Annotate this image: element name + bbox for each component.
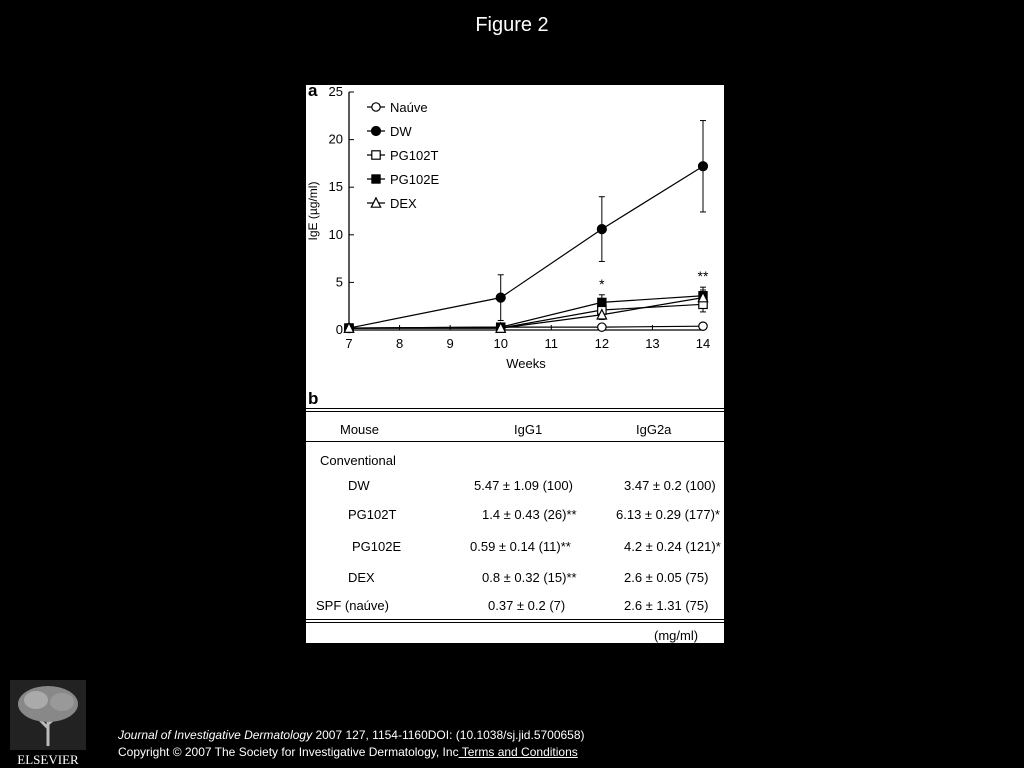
row-igg1: 0.8 ± 0.32 (15)** <box>482 570 577 585</box>
figure-title: Figure 2 <box>475 14 549 36</box>
row-mouse: PG102E <box>352 539 402 554</box>
x-tick-label: 13 <box>645 336 660 351</box>
copyright-line <box>118 744 585 761</box>
data-point-dw <box>597 224 606 233</box>
copyright-text: Copyright © 2007 The Society for Investigative Dermatology, Inc <box>118 745 459 759</box>
data-point-dw <box>496 293 505 302</box>
logo-tree-canopy-right <box>50 693 74 711</box>
x-tick-label: 8 <box>395 336 404 351</box>
panel-b-label: b <box>308 389 319 408</box>
row-igg1: 1.4 ± 0.43 (26)** <box>482 507 577 522</box>
significance-marker: * <box>599 275 605 292</box>
citation-details: 2007 127, 1154-1160DOI: (10.1038/sj.jid.5700658) <box>312 728 585 742</box>
row-igg2a: 2.6 ± 0.05 (75) <box>624 570 709 585</box>
x-axis-label: Weeks <box>506 356 546 371</box>
y-tick-label: 10 <box>328 226 343 242</box>
journal-name: Journal of Investigative Dermatology <box>118 728 313 742</box>
x-tick-label: 7 <box>345 336 353 351</box>
y-tick-label: 15 <box>328 179 343 195</box>
legend-marker-pg102e <box>372 175 380 183</box>
footer-citation <box>118 727 585 761</box>
row-mouse: DEX <box>348 570 375 585</box>
ige-line-chart <box>306 85 724 405</box>
elsevier-logo <box>8 680 88 766</box>
significance-marker: ** <box>697 268 709 285</box>
row-mouse: DW <box>348 478 370 493</box>
data-point-pg102e <box>598 298 606 306</box>
x-tick-label: 12 <box>594 336 610 351</box>
row-igg2a: 3.47 ± 0.2 (100) <box>624 478 716 493</box>
citation-line <box>118 727 585 744</box>
table-bottom-rule <box>306 619 724 620</box>
logo-tree-canopy-left <box>24 691 48 709</box>
data-point-na-ve <box>598 323 606 331</box>
legend-marker-dw <box>371 126 380 135</box>
y-tick-label: 25 <box>328 85 343 99</box>
panel-a-label: a <box>308 81 318 100</box>
legend-label-pg102e: PG102E <box>390 172 440 187</box>
legend-label-na-ve: Naúve <box>390 100 428 115</box>
row-igg1: 0.37 ± 0.2 (7) <box>488 598 566 613</box>
y-tick-label: 5 <box>335 274 343 290</box>
legend-marker-pg102t <box>372 151 380 159</box>
legend-label-dex: DEX <box>390 196 417 211</box>
y-axis-label: IgE (µg/ml) <box>306 181 320 241</box>
figure-panel <box>306 81 724 643</box>
column-header-igg1: IgG1 <box>514 422 543 437</box>
x-tick-label: 14 <box>695 336 711 351</box>
table-top-rule <box>306 408 724 409</box>
row-igg1: 0.59 ± 0.14 (11)** <box>470 539 571 554</box>
data-point-na-ve <box>699 322 707 330</box>
row-igg1: 5.47 ± 1.09 (100) <box>474 478 573 493</box>
column-header-mouse: Mouse <box>340 422 380 437</box>
x-tick-label: 10 <box>493 336 508 351</box>
row-mouse: PG102T <box>348 507 397 522</box>
row-igg2a: 4.2 ± 0.24 (121)* <box>624 539 721 554</box>
table-top-rule-2 <box>306 411 724 412</box>
y-tick-label: 0 <box>335 322 343 337</box>
logo-wordmark: ELSEVIER <box>17 752 79 766</box>
legend-label-pg102t: PG102T <box>390 148 439 163</box>
row-igg2a: 6.13 ± 0.29 (177)* <box>616 507 720 522</box>
table-header-rule <box>306 441 724 442</box>
table-bottom-rule-2 <box>306 622 724 623</box>
group-label-conventional: Conventional <box>320 453 396 468</box>
x-tick-label: 9 <box>446 336 454 351</box>
row-mouse: SPF (naúve) <box>316 598 389 613</box>
terms-link[interactable]: Terms and Conditions <box>458 745 578 759</box>
y-tick-label: 20 <box>328 131 343 147</box>
column-header-igg2a: IgG2a <box>636 422 672 437</box>
row-igg2a: 2.6 ± 1.31 (75) <box>624 598 709 613</box>
data-point-dw <box>698 162 707 171</box>
legend-label-dw: DW <box>390 124 412 139</box>
legend-marker-na-ve <box>372 103 380 111</box>
igg-table <box>306 389 724 643</box>
x-tick-label: 11 <box>544 336 559 351</box>
unit-note: (mg/ml) <box>654 628 699 643</box>
series-line-dw <box>349 166 703 328</box>
